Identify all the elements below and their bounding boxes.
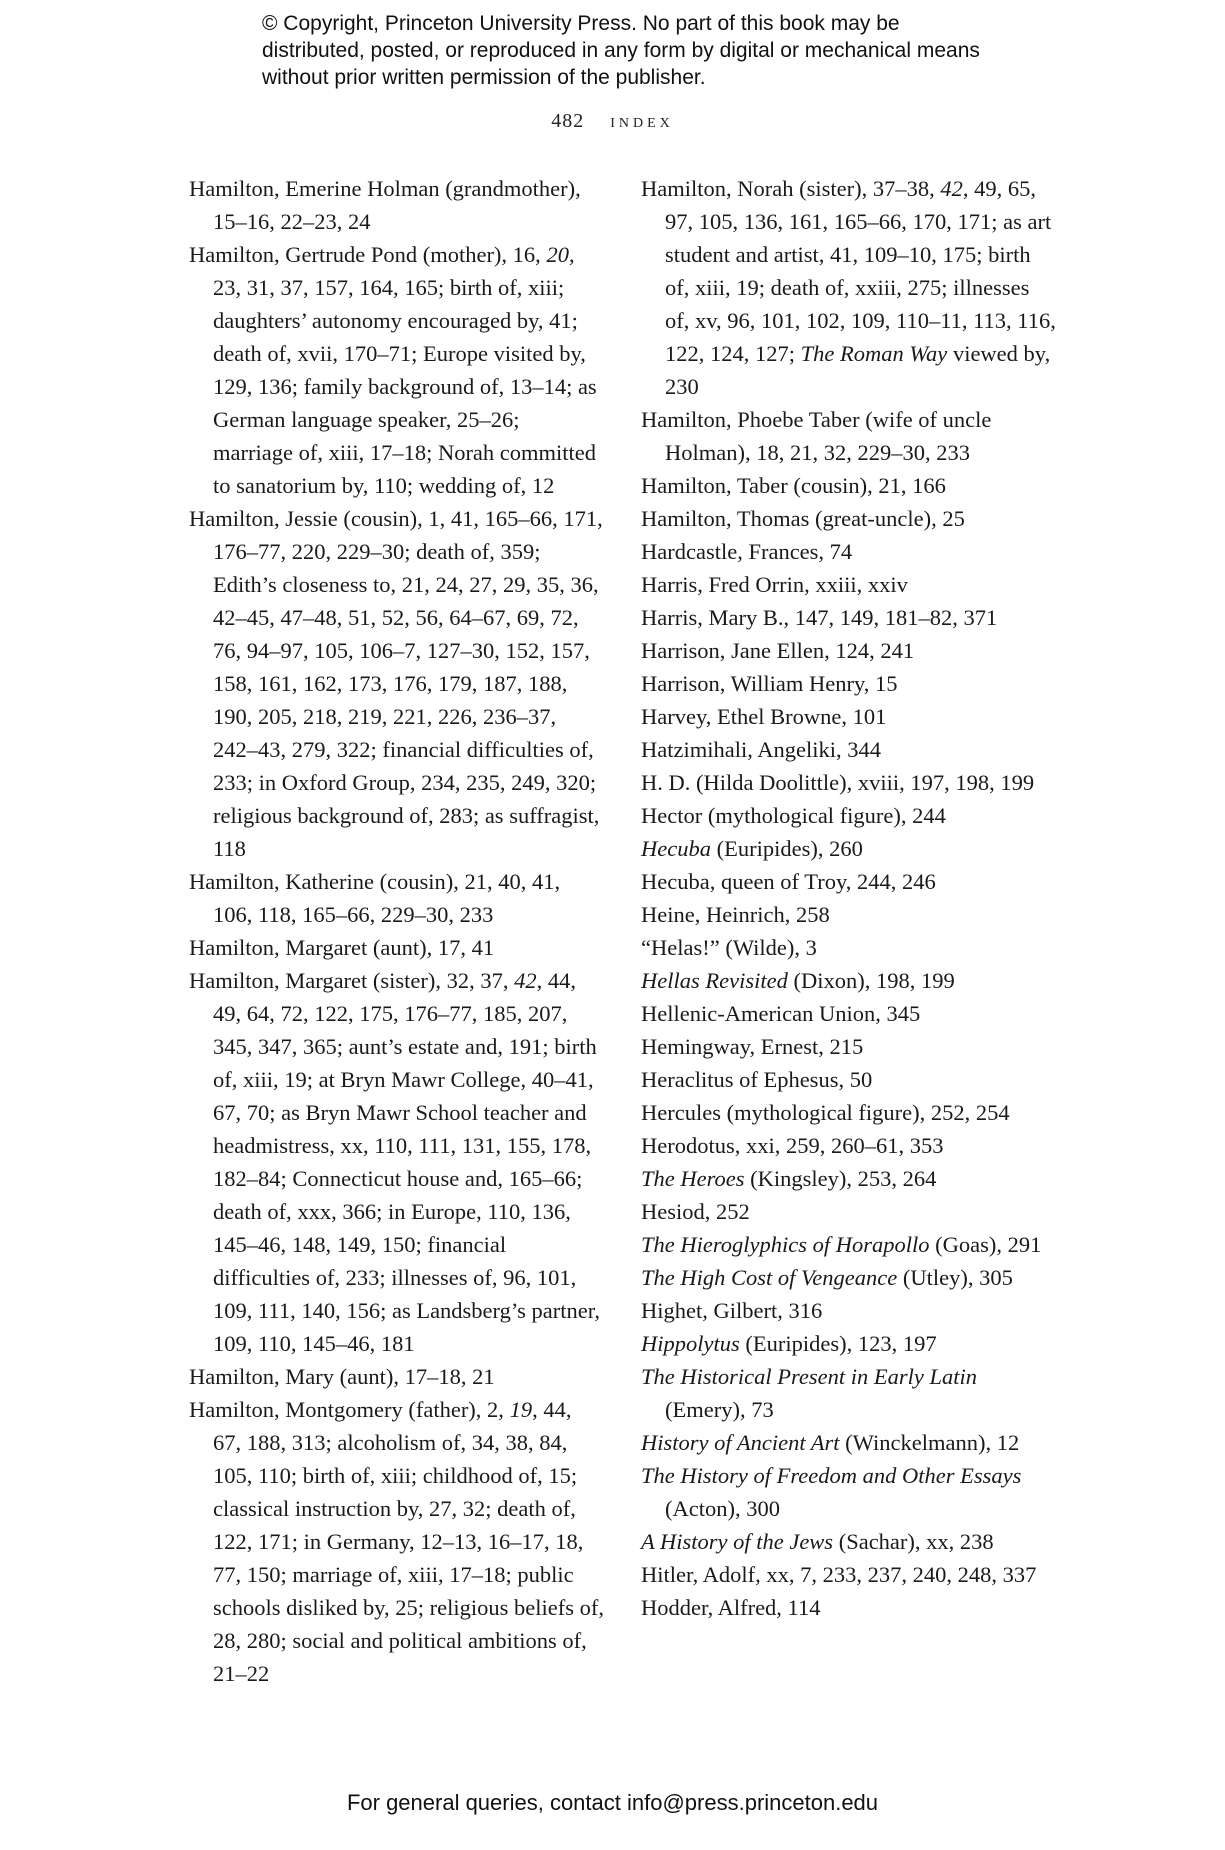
index-entry-text: Hodder, Alfred, 114 (641, 1595, 821, 1620)
index-entry-text: “Helas!” (Wilde), 3 (641, 935, 817, 960)
section-title: index (610, 110, 674, 132)
index-entry (189, 238, 604, 502)
index-entry (641, 997, 1056, 1030)
index-entry (641, 469, 1056, 502)
running-head (0, 110, 1225, 133)
index-entry (641, 502, 1056, 535)
index-entry-text: Hesiod, 252 (641, 1199, 750, 1224)
index-entry (189, 1360, 604, 1393)
index-entry-italic-text: History of Ancient Art (641, 1430, 840, 1455)
index-entry-text: , 23, 31, 37, 157, 164, 165; birth of, xiii; daughters’ autonomy encouraged by, 41; death of, xvii, 170–71; Europe visited by, 129, 136; family background of, 13–14; as German language speaker, 25–26; marriage of, xiii, 17–18; Norah committed to sanatorium by, 110; wedding of, 12 (213, 242, 597, 498)
index-entry (641, 865, 1056, 898)
index-entry-text: Hamilton, Taber (cousin), 21, 166 (641, 473, 946, 498)
index-entry (641, 1129, 1056, 1162)
index-entry-text: Hamilton, Margaret (aunt), 17, 41 (189, 935, 495, 960)
index-entry-text: (Goas), 291 (929, 1232, 1042, 1257)
index-entry-text: Hitler, Adolf, xx, 7, 233, 237, 240, 248, 337 (641, 1562, 1037, 1587)
index-entry (189, 502, 604, 865)
index-entry (641, 172, 1056, 403)
index-entry-text: (Sachar), xx, 238 (833, 1529, 994, 1554)
index-entry (641, 1558, 1056, 1591)
index-entry (641, 898, 1056, 931)
index-entry-text: (Euripides), 260 (710, 836, 863, 861)
index-entry-text: Hercules (mythological figure), 252, 254 (641, 1100, 1010, 1125)
index-entry-italic-text: The Heroes (641, 1166, 745, 1191)
index-entry-italic-text: 42 (940, 176, 963, 201)
index-entry-text: Hamilton, Norah (sister), 37–38, (641, 176, 941, 201)
index-entry-text: (Winckelmann), 12 (839, 1430, 1020, 1455)
index-entry-text: , 49, 65, 97, 105, 136, 161, 165–66, 170, 171; as art student and artist, 41, 109–10, 175; birth of, xiii, 19; death of, xxiii, 275; illnesses of, xv, 96, 101, 102, 109, 110–11, 113, 116, 122, 124, 127; (665, 176, 1056, 366)
index-entry-text: viewed by, 230 (665, 341, 1051, 399)
index-entry-text: Heine, Heinrich, 258 (641, 902, 830, 927)
index-entry-italic-text: 42 (514, 968, 537, 993)
index-entry (641, 1261, 1056, 1294)
index-entry (641, 799, 1056, 832)
index-entry-italic-text: Hecuba (641, 836, 711, 861)
index-entry (641, 1525, 1056, 1558)
index-entry-text: Hamilton, Phoebe Taber (wife of uncle Holman), 18, 21, 32, 229–30, 233 (641, 407, 992, 465)
index-entry (641, 832, 1056, 865)
index-entry (641, 1459, 1056, 1525)
index-entry-text: (Kingsley), 253, 264 (744, 1166, 937, 1191)
index-entry-text: Hamilton, Mary (aunt), 17–18, 21 (189, 1364, 495, 1389)
index-entry (641, 964, 1056, 997)
index-entry-text: Heraclitus of Ephesus, 50 (641, 1067, 873, 1092)
index-entry-text: Hector (mythological figure), 244 (641, 803, 946, 828)
index-entry-text: Hemingway, Ernest, 215 (641, 1034, 864, 1059)
index-entry-italic-text: A History of the Jews (641, 1529, 834, 1554)
index-entry (641, 1195, 1056, 1228)
index-entry-text: , 44, 49, 64, 72, 122, 175, 176–77, 185, 207, 345, 347, 365; aunt’s estate and, 191; birth of, xiii, 19; at Bryn Mawr College, 40–41, 67, 70; as Bryn Mawr School teacher and headmistress, xx, 110, 111, 131, 155, 178, 182–84; Connecticut house and, 165–66; death of, xxx, 366; in Europe, 110, 136, 145–46, 148, 149, 150; financial difficulties of, 233; illnesses of, 96, 101, 109, 111, 140, 156; as Landsberg’s partner, 109, 110, 145–46, 181 (213, 968, 600, 1356)
page-number: 482 (551, 110, 585, 132)
index-entry (189, 1393, 604, 1690)
index-entry-text: H. D. (Hilda Doolittle), xviii, 197, 198, 199 (641, 770, 1035, 795)
index-entry (641, 1030, 1056, 1063)
index-entry-text: Highet, Gilbert, 316 (641, 1298, 823, 1323)
index-entry-italic-text: The High Cost of Vengeance (641, 1265, 898, 1290)
index-entry (641, 601, 1056, 634)
index-entry-text: Hellenic-American Union, 345 (641, 1001, 921, 1026)
index-entry-text: , 44, 67, 188, 313; alcoholism of, 34, 38, 84, 105, 110; birth of, xiii; childhood of, 15; classical instruction by, 27, 32; death of, 122, 171; in Germany, 12–13, 16–17, 18, 77, 150; marriage of, xiii, 17–18; public schools disliked by, 25; religious beliefs of, 28, 280; social and political ambitions of, 21–22 (213, 1397, 604, 1686)
index-entry-italic-text: The History of Freedom and Other Essays (641, 1463, 1022, 1488)
index-entry-italic-text: Hippolytus (641, 1331, 740, 1356)
index-entry-text: Hamilton, Jessie (cousin), 1, 41, 165–66, 171, 176–77, 220, 229–30; death of, 359; Edith’s closeness to, 21, 24, 27, 29, 35, 36, 42–45, 47–48, 51, 52, 56, 64–67, 69, 72, 76, 94–97, 105, 106–7, 127–30, 152, 157, 158, 161, 162, 173, 176, 179, 187, 188, 190, 205, 218, 219, 221, 226, 236–37, 242–43, 279, 322; financial difficulties of, 233; in Oxford Group, 234, 235, 249, 320; religious background of, 283; as suffragist, 118 (189, 506, 603, 861)
footer-contact: For general queries, contact info@press.princeton.edu (346, 1790, 879, 1815)
index-entry-italic-text: The Roman Way (800, 341, 948, 366)
index-column-right (641, 172, 1056, 1624)
copyright-notice: © Copyright, Princeton University Press. No part of this book may be distributed, posted, or reproduced in any form by digital or mechanical means without prior written permission of the publisher. (262, 12, 980, 89)
index-entry-text: Hatzimihali, Angeliki, 344 (641, 737, 881, 762)
index-entry-text: Harris, Mary B., 147, 149, 181–82, 371 (641, 605, 998, 630)
index-entry-text: Harrison, Jane Ellen, 124, 241 (641, 638, 915, 663)
index-entry (641, 1327, 1056, 1360)
index-entry-italic-text: Hellas Revisited (641, 968, 788, 993)
index-column-left (189, 172, 604, 1690)
index-entry-text: Harris, Fred Orrin, xxiii, xxiv (641, 572, 908, 597)
index-entry-text: (Emery), 73 (665, 1397, 774, 1422)
index-entry (641, 1063, 1056, 1096)
index-entry (641, 1591, 1056, 1624)
index-entry-italic-text: The Historical Present in Early Latin (641, 1364, 978, 1389)
index-entry-text: (Dixon), 198, 199 (787, 968, 955, 993)
index-entry (641, 1096, 1056, 1129)
index-entry (189, 931, 604, 964)
index-entry (641, 766, 1056, 799)
index-entry-text: Hamilton, Katherine (cousin), 21, 40, 41, 106, 118, 165–66, 229–30, 233 (189, 869, 561, 927)
index-entry (641, 634, 1056, 667)
index-entry (641, 1360, 1056, 1426)
index-entry (641, 733, 1056, 766)
index-entry-italic-text: The Hieroglyphics of Horapollo (641, 1232, 930, 1257)
index-entry-text: Hamilton, Thomas (great-uncle), 25 (641, 506, 965, 531)
index-entry-text: (Acton), 300 (665, 1496, 780, 1521)
index-entry (641, 1426, 1056, 1459)
index-entry (189, 964, 604, 1360)
index-entry-text: Hardcastle, Frances, 74 (641, 539, 853, 564)
index-entry-text: Hecuba, queen of Troy, 244, 246 (641, 869, 936, 894)
index-entry-italic-text: 20 (546, 242, 569, 267)
index-entry-text: Hamilton, Emerine Holman (grandmother), 15–16, 22–23, 24 (189, 176, 581, 234)
index-entry-text: (Utley), 305 (897, 1265, 1013, 1290)
index-entry-text: Harrison, William Henry, 15 (641, 671, 898, 696)
index-entry (641, 700, 1056, 733)
index-entry-text: (Euripides), 123, 197 (739, 1331, 937, 1356)
index-entry (641, 931, 1056, 964)
index-entry-text: Hamilton, Montgomery (father), 2, (189, 1397, 510, 1422)
index-entry-text: Harvey, Ethel Browne, 101 (641, 704, 887, 729)
index-entry (641, 667, 1056, 700)
index-entry (189, 172, 604, 238)
index-entry (189, 865, 604, 931)
index-entry-text: Herodotus, xxi, 259, 260–61, 353 (641, 1133, 944, 1158)
index-entry-text: Hamilton, Margaret (sister), 32, 37, (189, 968, 515, 993)
index-entry (641, 1294, 1056, 1327)
index-entry-italic-text: 19 (509, 1397, 533, 1422)
index-entry (641, 568, 1056, 601)
index-entry (641, 1228, 1056, 1261)
index-entry-text: Hamilton, Gertrude Pond (mother), 16, (189, 242, 547, 267)
index-entry (641, 535, 1056, 568)
index-entry (641, 403, 1056, 469)
index-entry (641, 1162, 1056, 1195)
